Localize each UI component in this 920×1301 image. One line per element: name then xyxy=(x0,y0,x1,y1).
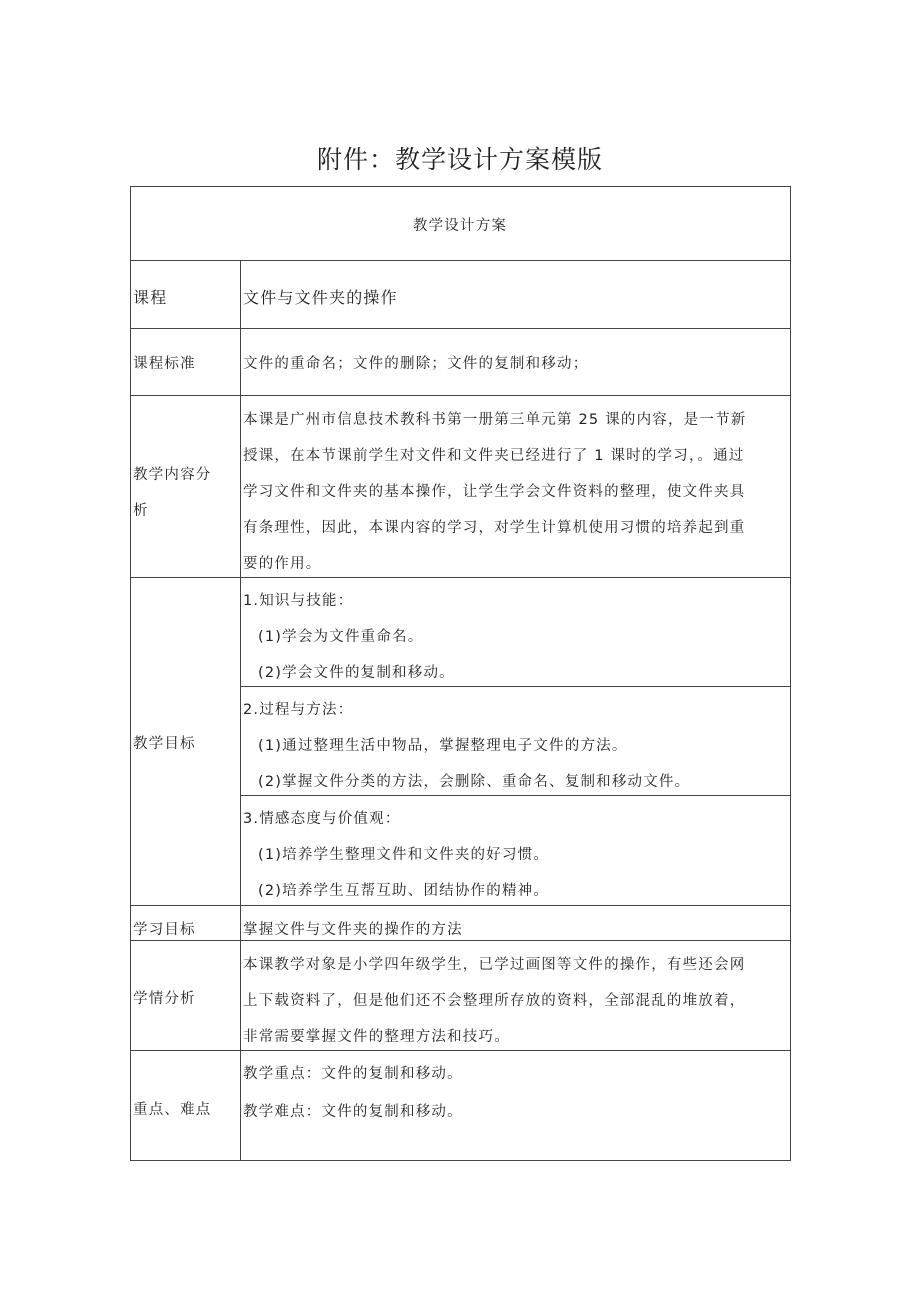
key-line: 教学重点：文件的复制和移动。 xyxy=(243,1066,463,1082)
goal-item: (2)学会文件的复制和移动。 xyxy=(258,665,455,681)
row-divider xyxy=(130,395,790,396)
goal-heading: 2.过程与方法： xyxy=(243,702,354,718)
row-divider xyxy=(130,328,790,329)
content-line: 学习文件和文件夹的基本操作，让学生学会文件资料的整理，使文件夹具 xyxy=(243,484,746,500)
learning-value: 掌握文件与文件夹的操作的方法 xyxy=(243,922,463,938)
label-students: 学情分析 xyxy=(133,991,196,1007)
course-value: 文件与文件夹的操作 xyxy=(243,288,398,307)
row-divider xyxy=(130,577,790,578)
table-border xyxy=(790,186,791,1160)
label-key: 重点、难点 xyxy=(133,1102,212,1118)
page-title: 附件：教学设计方案模版 xyxy=(316,145,603,174)
row-divider xyxy=(130,260,790,261)
table-border xyxy=(130,1160,791,1161)
label-goals: 教学目标 xyxy=(133,736,196,752)
row-divider xyxy=(240,686,790,687)
label-learning: 学习目标 xyxy=(133,922,196,938)
table-header: 教学设计方案 xyxy=(412,218,508,234)
key-line: 教学难点：文件的复制和移动。 xyxy=(243,1104,463,1120)
column-divider xyxy=(240,260,241,1160)
goal-item: (1)培养学生整理文件和文件夹的好习惯。 xyxy=(258,847,550,863)
goal-heading: 3.情感态度与价值观： xyxy=(243,811,401,827)
content-line: 本课是广州市信息技术教科书第一册第三单元第 25 课的内容，是一节新 xyxy=(243,412,747,428)
students-line: 本课教学对象是小学四年级学生，已学过画图等文件的操作，有些还会网 xyxy=(243,957,746,973)
goal-item: (1)学会为文件重命名。 xyxy=(258,629,424,645)
table-border xyxy=(130,186,790,187)
label-content: 教学内容分 xyxy=(133,467,212,483)
goal-item: (1)通过整理生活中物品，掌握整理电子文件的方法。 xyxy=(258,738,628,754)
goal-item: (2)掌握文件分类的方法，会删除、重命名、复制和移动文件。 xyxy=(258,774,691,790)
goal-item: (2)培养学生互帮互助、团结协作的精神。 xyxy=(258,883,550,899)
standard-value: 文件的重命名；文件的删除；文件的复制和移动； xyxy=(243,356,589,372)
content-line: 有条理性，因此，本课内容的学习，对学生计算机使用习惯的培养起到重 xyxy=(243,520,746,536)
label-course: 课程 xyxy=(133,288,168,307)
label-content: 析 xyxy=(133,503,149,519)
students-line: 上下载资料了，但是他们还不会整理所存放的资料，全部混乱的堆放着， xyxy=(243,993,746,1009)
row-divider xyxy=(130,1050,790,1051)
students-line: 非常需要掌握文件的整理方法和技巧。 xyxy=(243,1029,510,1045)
row-divider xyxy=(130,940,790,941)
row-divider xyxy=(240,795,790,796)
table-border xyxy=(130,186,131,1160)
label-standard: 课程标准 xyxy=(133,356,196,372)
content-line: 授课，在本节课前学生对文件和文件夹已经进行了 1 课时的学习，。通过 xyxy=(243,448,745,464)
content-line: 要的作用。 xyxy=(243,556,322,572)
row-divider xyxy=(130,905,790,906)
goal-heading: 1.知识与技能： xyxy=(243,593,354,609)
